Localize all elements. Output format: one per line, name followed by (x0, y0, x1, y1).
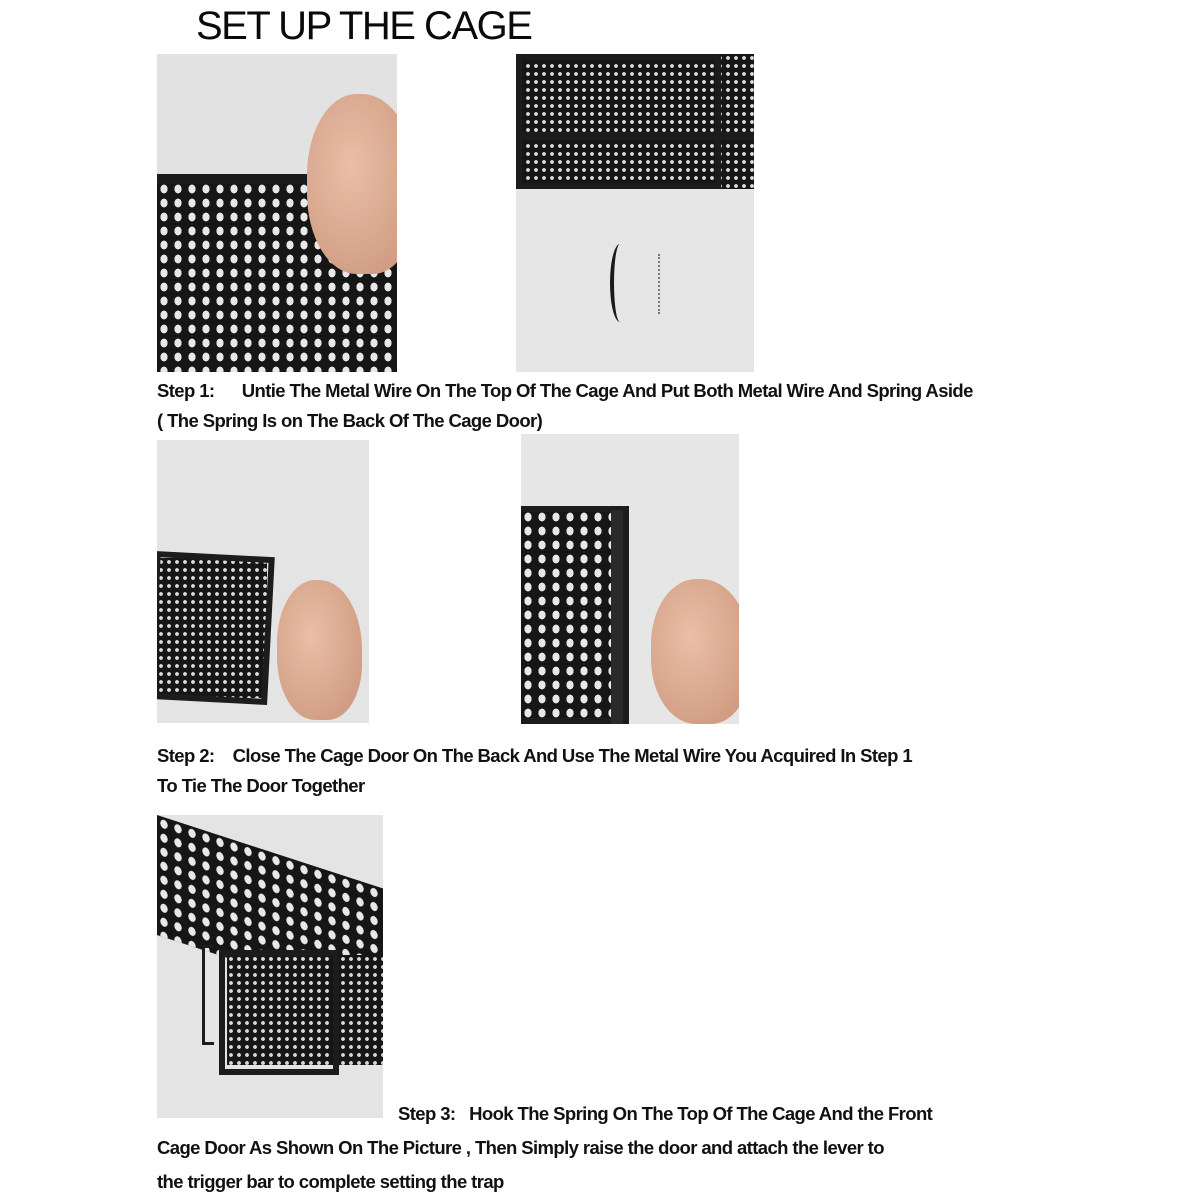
step2-photo-tie-door (521, 434, 739, 724)
spring-icon (610, 244, 630, 322)
step2-label: Step 2: (157, 745, 215, 766)
step3-caption-first-line (398, 1099, 932, 1129)
step2-photo-close-door (157, 440, 369, 723)
step3-photo-hook-spring (157, 815, 383, 1118)
step2-line2: To Tie The Door Together (157, 775, 365, 796)
step1-photo-parts-aside (516, 54, 754, 372)
metal-wire-icon (644, 254, 660, 314)
step2-line1: Close The Cage Door On The Back And Use The Metal Wire You Acquired In Step 1 (232, 745, 913, 766)
cage-side-bar (611, 510, 623, 724)
cage-front-door-frame (219, 950, 339, 1075)
cage-frame (516, 54, 721, 189)
hand (651, 579, 739, 724)
step1-line2: ( The Spring Is on The Back Of The Cage Door) (157, 410, 543, 431)
step3-line2: Cage Door As Shown On The Picture , Then Simply raise the door and attach the lever to (157, 1137, 884, 1158)
step1-label: Step 1: (157, 380, 215, 401)
step3-label: Step 3: (398, 1103, 456, 1124)
step3-line3: the trigger bar to complete setting the trap (157, 1171, 504, 1192)
step3-line1: Hook The Spring On The Top Of The Cage And the Front (469, 1103, 933, 1124)
step1-line1: Untie The Metal Wire On The Top Of The Cage And Put Both Metal Wire And Spring Aside (241, 380, 973, 401)
step2-caption (157, 741, 912, 801)
step1-caption (157, 376, 973, 436)
step3-caption-rest (157, 1131, 884, 1199)
page-title: SET UP THE CAGE (196, 4, 532, 48)
cage-door-frame (157, 551, 275, 705)
cage-rail (516, 132, 754, 140)
trigger-lever (202, 945, 214, 1045)
hand (277, 580, 362, 720)
step1-photo-untie-wire (157, 54, 397, 372)
hand (307, 94, 397, 274)
